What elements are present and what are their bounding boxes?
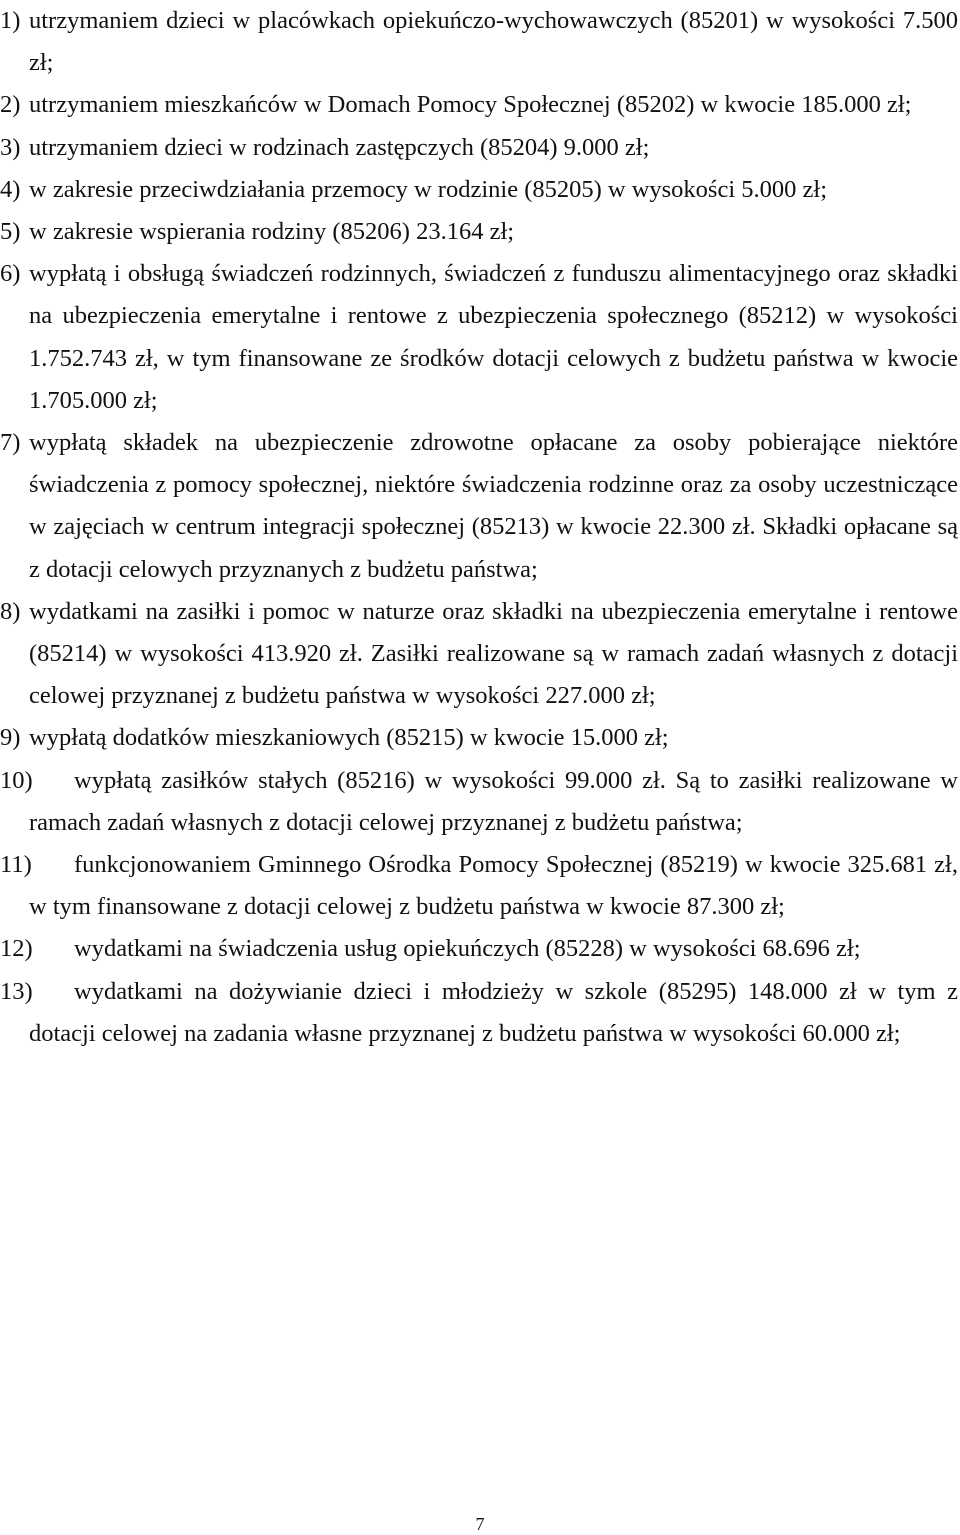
list-item-number: 6)	[0, 260, 21, 288]
list-item-text: wydatkami na świadczenia usług opiekuńczych (85228) w wysokości 68.696 zł;	[74, 935, 861, 963]
list-item-text: wypłatą zasiłków stałych (85216) w wysokości 99.000 zł. Są to zasiłki realizowane w ramach zadań własnych z dotacji celowej przyznanej z budżetu państwa;	[29, 766, 958, 836]
list-item-text: utrzymaniem dzieci w placówkach opiekuńczo-wychowawczych (85201) w wysokości 7.500 zł;	[29, 7, 958, 77]
list-item	[0, 928, 958, 970]
list-item-number: 2)	[0, 91, 21, 119]
list-item-number: 1)	[0, 7, 21, 34]
list-item-text: w zakresie przeciwdziałania przemocy w rodzinie (85205) w wysokości 5.000 zł;	[29, 175, 828, 203]
list-item-number: 13)	[0, 977, 33, 1005]
list-item	[0, 253, 958, 422]
list-item	[0, 844, 958, 928]
list-item	[0, 717, 958, 759]
list-item	[0, 211, 958, 253]
list-item-number: 11)	[0, 851, 32, 879]
list-item	[0, 84, 958, 126]
list-item-text: wydatkami na zasiłki i pomoc w naturze oraz składki na ubezpieczenia emerytalne i rentowe (85214) w wysokości 413.920 zł. Zasiłki realizowane są w ramach zadań własnych z dotacji celowej przyznanej z budżetu państwa w wysokości 227.000 zł;	[29, 597, 958, 710]
list-item-text: wypłatą składek na ubezpieczenie zdrowotne opłacane za osoby pobierające niektóre świadczenia z pomocy społecznej, niektóre świadczenia rodzinne oraz za osoby uczestniczące w zajęciach w centrum integracji społecznej (85213) w kwocie 22.300 zł. Składki opłacane są z dotacji celowych przyznanych z budżetu państwa;	[29, 429, 958, 583]
list-item-number: 7)	[0, 429, 21, 457]
list-item	[0, 971, 958, 1055]
list-item	[0, 760, 958, 844]
list-item-text: funkcjonowaniem Gminnego Ośrodka Pomocy Społecznej (85219) w kwocie 325.681 zł, w tym finansowane z dotacji celowej z budżetu państwa w kwocie 87.300 zł;	[29, 851, 958, 921]
list-item	[0, 169, 958, 211]
list-item-text: utrzymaniem mieszkańców w Domach Pomocy Społecznej (85202) w kwocie 185.000 zł;	[29, 91, 912, 119]
list-item-number: 8)	[0, 597, 21, 625]
list-item-text: utrzymaniem dzieci w rodzinach zastępczych (85204) 9.000 zł;	[29, 133, 650, 161]
list-item	[0, 0, 958, 84]
list-item-text: wypłatą i obsługą świadczeń rodzinnych, świadczeń z funduszu alimentacyjnego oraz składki na ubezpieczenia emerytalne i rentowe z ubezpieczenia społecznego (85212) w wysokości 1.752.743 zł, w tym finansowane ze środków dotacji celowych z budżetu państwa w kwocie 1.705.000 zł;	[29, 260, 958, 414]
list-item-number: 3)	[0, 133, 21, 161]
list-item-text: wypłatą dodatków mieszkaniowych (85215) w kwocie 15.000 zł;	[29, 724, 669, 752]
list-item-text: w zakresie wspierania rodziny (85206) 23.164 zł;	[29, 218, 515, 246]
list-item	[0, 591, 958, 718]
list-item-number: 4)	[0, 175, 21, 203]
list-item-number: 10)	[0, 766, 33, 794]
list-item-number: 9)	[0, 724, 21, 752]
list-item-number: 5)	[0, 218, 21, 246]
list-item	[0, 422, 958, 591]
list-item-text: wydatkami na dożywianie dzieci i młodzieży w szkole (85295) 148.000 zł w tym z dotacji celowej na zadania własne przyznanej z budżetu państwa w wysokości 60.000 zł;	[29, 977, 958, 1047]
list-item	[0, 127, 958, 169]
list-item-number: 12)	[0, 935, 33, 963]
page-number: 7	[475, 1514, 485, 1534]
